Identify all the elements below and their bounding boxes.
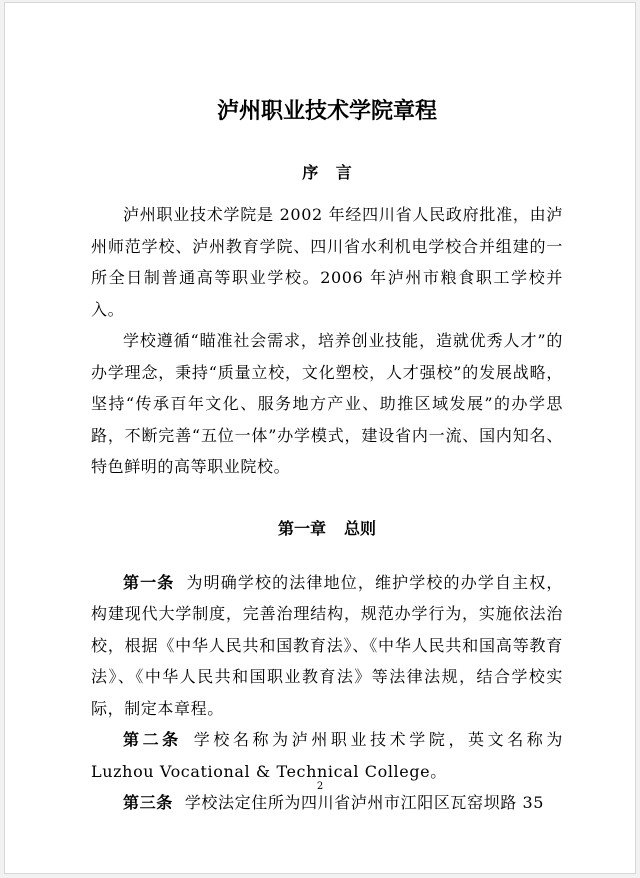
preface-heading-char-1: 序 [302,163,319,182]
article-1 [91,567,563,725]
chapter-name: 总则 [344,518,377,538]
article-2-text: 学校名称为泸州职业技术学院，英文名称为 Luzhou Vocational & Technical College。 [91,730,563,781]
document-page [4,2,636,874]
article-3-label: 第三条 [123,793,173,812]
preface-paragraph-1: 泸州职业技术学院是 2002 年经四川省人民政府批准，由泸州师范学校、泸州教育学院、四川省水利机电学校合并组建的一所全日制普通高等职业学校。2006 年泸州市粮食职工学校并入。 [91,205,563,319]
chapter-number: 第一章 [277,518,326,538]
article-1-text: 为明确学校的法律地位，维护学校的办学自主权，构建现代大学制度，完善治理结构，规范办学行为，实施依法治校，根据《中华人民共和国教育法》、《中华人民共和国高等教育法》、《中华人民共和国职业教育法》等法律法规，结合学校实际，制定本章程。 [91,572,563,718]
article-2-label: 第二条 [123,730,182,749]
article-3-text: 学校法定住所为四川省泸州市江阳区瓦窑坝路 35 [184,793,545,812]
preface-heading-char-2: 言 [335,163,352,182]
document-title: 泸州职业技术学院章程 [216,98,437,124]
chapter-heading [91,513,563,545]
page-number: 2 [316,781,324,792]
preface-body [91,199,563,483]
preface-heading [91,157,563,189]
preface-paragraph-2: 学校遵循“瞄准社会需求，培养创业技能，造就优秀人才”的办学理念，秉持“质量立校，文化塑校，人才强校”的发展战略，坚持“传承百年文化、服务地方产业、助推区域发展”的办学思路，不断完善“五位一体”办学模式，建设省内一流、国内知名、特色鲜明的高等职业院校。 [91,331,563,476]
page-content [91,91,563,819]
article-2 [91,724,563,787]
article-1-label: 第一条 [123,572,175,592]
